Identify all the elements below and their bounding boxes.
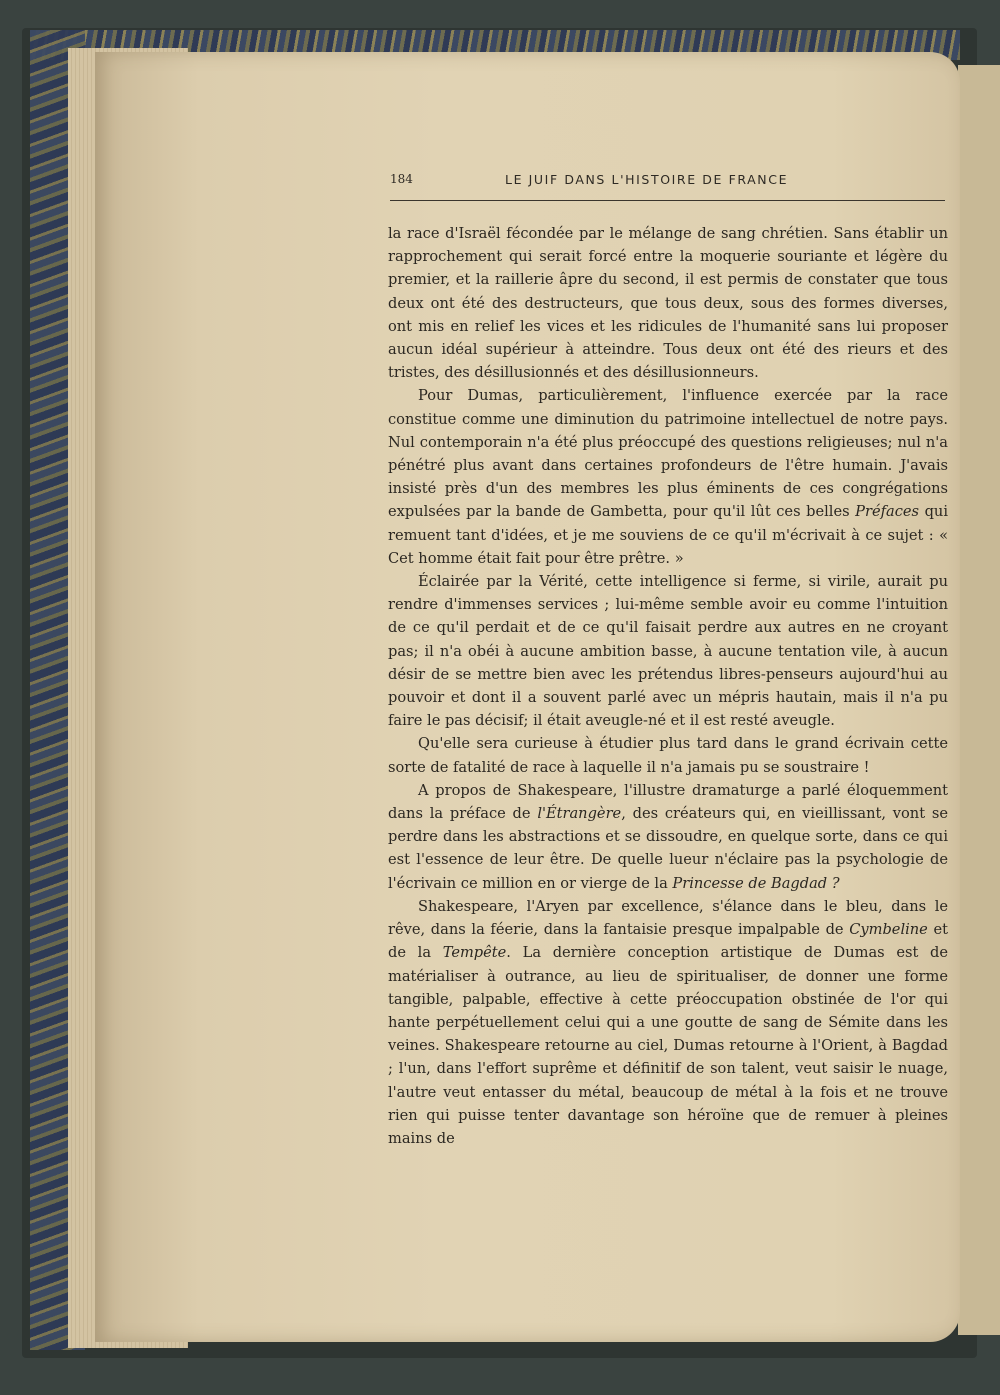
paragraph xyxy=(388,732,948,778)
header-rule xyxy=(390,200,945,201)
paragraph-text: , des créateurs qui, en vieillissant, vont se perdre dans les abstractions et se dissoudre, en quelque sorte, dans ce qui est l'essence de leur être. De quelle lueur n'éclaire pas la psychologie de l'écrivain ce million en or vierge de la xyxy=(388,805,948,892)
italic-text: Princesse de Bagdad ? xyxy=(672,874,840,892)
paragraph-text: A propos de Shakespeare, l'illustre dramaturge a parlé éloquemment dans la préface de xyxy=(388,781,948,823)
italic-text: Cymbeline xyxy=(849,921,928,939)
paragraph-text: . La dernière conception artistique de Dumas est de matérialiser à outrance, au lieu de spiritualiser, de donner une forme tangible, palpable, effective à cette préoccupation obstinée de l'or qui hante perpétuellement celui qui a une goutte de sang de Sémite dans les veines. Shakespeare retourne au ciel, Dumas retourne à l'Orient, à Bagdad ; l'un, dans l'effort suprême et définitif de son talent, veut saisir le nuage, l'autre veut entasser du métal, beaucoup de métal à la fois et ne trouve rien qui puisse tenter davantage son héroïne que de remuer à pleines mains de xyxy=(388,944,949,1147)
paragraph xyxy=(388,779,948,895)
paragraph-text: Qu'elle sera curieuse à étudier plus tard dans le grand écrivain cette sorte de fatalité de race à laquelle il n'a jamais pu se soustraire ! xyxy=(388,735,948,776)
paragraph-text: Pour Dumas, particulièrement, l'influence exercée par la race constitue comme une diminution du patrimoine intellectuel de notre pays. Nul contemporain n'a été plus préoccupé des questions religieuses; nul n'a pénétré plus avant dans certaines profondeurs de l'être humain. J'avais insisté près d'un des membres les plus éminents de ces congrégations expulsées par la bande de Gambetta, pour qu'il lût ces belles xyxy=(388,387,948,521)
paragraph-text: et de la xyxy=(388,921,948,962)
italic-text: l'Étrangère xyxy=(537,805,622,823)
paragraph xyxy=(388,570,948,732)
page-header xyxy=(390,172,945,196)
paragraph-text: Shakespeare, l'Aryen par excellence, s'élance dans le bleu, dans le rêve, dans la féerie, dans la fantaisie presque impalpable de xyxy=(388,897,948,939)
italic-text: Tempête xyxy=(442,944,507,962)
paragraph xyxy=(388,222,948,384)
running-title: LE JUIF DANS L'HISTOIRE DE FRANCE xyxy=(505,172,789,187)
paragraph-text: Éclairée par la Vérité, cette intelligence si ferme, si virile, aurait pu rendre d'immenses services ; lui-même semble avoir eu comme l'intuition de ce qu'il perdait et de ce qu'il faisait perdre aux autres en ne croyant pas; il n'a obéi à aucune ambition basse, à aucune tentation vile, à aucun désir de se mettre bien avec les prétendus libres-penseurs aujourd'hui au pouvoir et dont il a souvent parlé avec un mépris hautain, mais il n'a pu faire le pas décisif; il était aveugle-né et il est resté aveugle. xyxy=(388,573,948,730)
body-text xyxy=(388,222,948,1150)
page-number: 184 xyxy=(390,172,413,186)
paragraph xyxy=(388,384,948,570)
paragraph xyxy=(388,895,948,1150)
paragraph-text: la race d'Israël fécondée par le mélange de sang chrétien. Sans établir un rapprochement qui serait forcé entre la moquerie souriante et légère du premier, et la raillerie âpre du second, il est permis de constater que tous deux ont été des destructeurs, que tous deux, sous des formes diverses, ont mis en relief les vices et les ridicules de l'humanité sans lui proposer aucun idéal supérieur à atteindre. Tous deux ont été des rieurs et des tristes, des désillusionnés et des désillusionneurs. xyxy=(388,225,948,382)
italic-text: Préfaces xyxy=(855,503,919,521)
paragraph-text: qui remuent tant d'idées, et je me souviens de ce qu'il m'écrivait à ce sujet : « Cet homme était fait pour être prêtre. » xyxy=(388,503,948,567)
facing-page-edge xyxy=(958,65,1000,1335)
